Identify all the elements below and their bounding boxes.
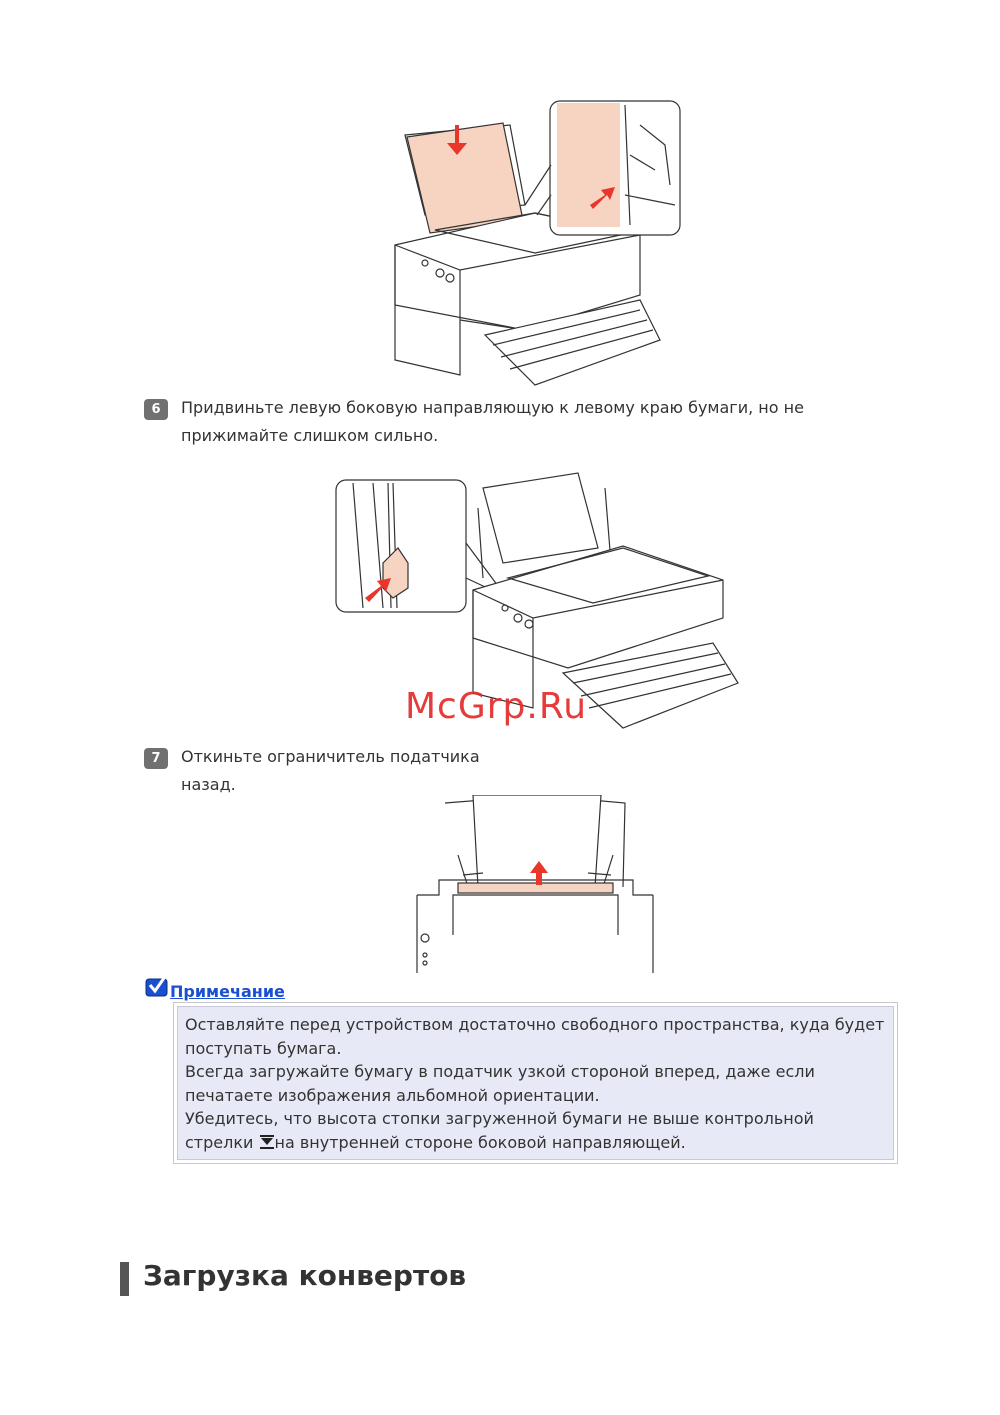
step-7-text (181, 743, 480, 799)
note-paragraph-3-line-1: Убедитесь, что высота стопки загруженной бумаги не выше контрольной (185, 1109, 814, 1128)
printer-load-paper-illustration (385, 95, 685, 390)
section-heading: Загрузка конвертов (143, 1259, 467, 1292)
note-title: Примечание (170, 982, 285, 1001)
step-6-line-1: Придвиньте левую боковую направляющую к левому краю бумаги, но не (181, 398, 804, 417)
note-content (177, 1006, 894, 1160)
step-7-line-2: назад. (181, 775, 236, 794)
printer-stopper-illustration (413, 795, 658, 975)
note-paragraph-3-before: стрелки (185, 1132, 259, 1152)
step-6-text (181, 394, 804, 450)
note-paragraph-1: Оставляйте перед устройством достаточно свободного пространства, куда будет поступать бумага. (185, 1015, 885, 1058)
heading-bar (120, 1262, 129, 1296)
step-7-line-1: Откиньте ограничитель податчика (181, 747, 480, 766)
step-number-6: 6 (144, 399, 168, 420)
checkmark-note-icon (145, 976, 169, 998)
step-6-line-2: прижимайте слишком сильно. (181, 426, 439, 445)
note-paragraph-3-after: на внутренней стороне боковой направляющей. (274, 1132, 686, 1152)
step-number-7: 7 (144, 748, 168, 769)
watermark: McGrp.Ru (405, 686, 588, 727)
note-box (173, 1002, 898, 1164)
note-paragraph-2: Всегда загружайте бумагу в податчик узкой стороной вперед, даже если печатаете изображения альбомной ориентации. (185, 1062, 815, 1105)
limit-arrow-icon (259, 1134, 275, 1150)
note-paragraph-3 (185, 1107, 886, 1154)
